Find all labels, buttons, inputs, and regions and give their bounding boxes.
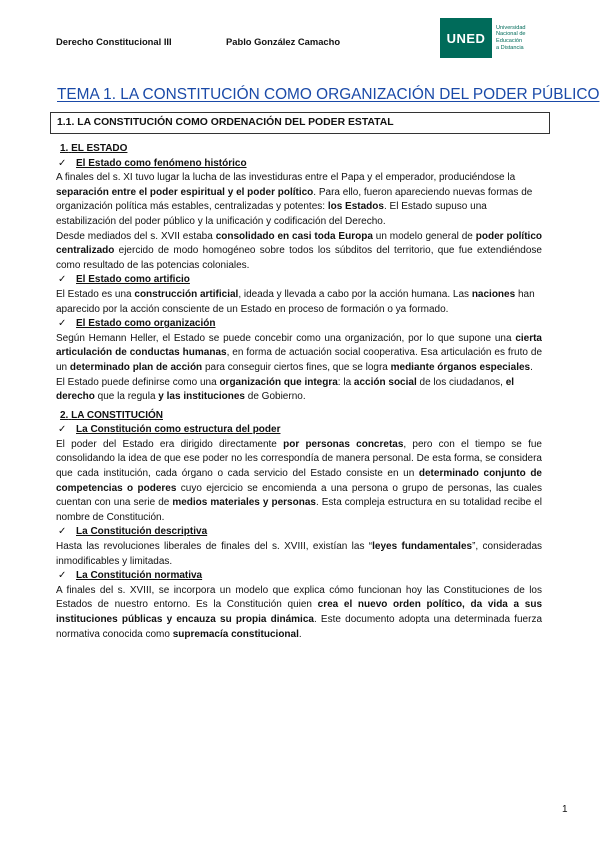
paragraph: El Estado es una construcción artificial, ideada y llevada a cabo por la acción humana. Las naciones han aparecido por la acción consciente de un Estado en proceso de formación o ya formado. [56, 288, 535, 315]
heading-text: EL ESTADO [71, 143, 128, 154]
subheading-text: El Estado como artificio [76, 274, 190, 286]
heading-la-constitucion [60, 409, 542, 424]
subheading-fenomeno-historico [58, 157, 542, 172]
logo-line: Educación [496, 38, 523, 44]
logo-mark: UNED [440, 18, 492, 58]
heading-text: LA CONSTITUCIÓN [71, 409, 163, 421]
checkmark-icon: ✓ [58, 274, 67, 286]
paragraph: El poder del Estado era dirigido directamente por personas concretas, pero con el tiempo se fue consolidando la idea de que ese poder no les correspondía de manera personal. De esta forma, se considera que cada institución, cada órgano o cada servicio del Estado consiste en un determinado conjunto de competencias o poderes cuyo ejercicio se encomienda a una persona o grupo de personas, las cuales cuentan con una serie de medios materiales y personas. Esta compleja estructura en su totalidad recibe el nombre de Constitución. [56, 438, 543, 523]
subheading-estructura-poder [58, 423, 542, 438]
logo-line: a Distancia [496, 44, 524, 51]
checkmark-icon: ✓ [58, 570, 67, 582]
page-number: 1 [562, 804, 568, 815]
page-header [56, 36, 341, 47]
subheading-text: La Constitución descriptiva [76, 526, 208, 538]
subheading-text: La Constitución como estructura del poder [76, 424, 281, 436]
checkmark-icon: ✓ [58, 424, 67, 436]
paragraph: Desde mediados del s. XVII estaba consolidado en casi toda Europa un modelo general de poder político centralizado ejercido de modo homogéneo sobre todos los súbditos del territorio, que fue extendiéndose como resultado de las potencias coloniales. [56, 230, 542, 271]
subheading-descriptiva [58, 525, 542, 540]
document-body [56, 142, 542, 642]
logo-line: Universidad [496, 24, 526, 31]
author-name: Pablo González Camacho [226, 36, 341, 47]
section-heading-box: 1.1. LA CONSTITUCIÓN COMO ORDENACIÓN DEL PODER ESTATAL [50, 112, 550, 134]
subheading-text: El Estado como organización [76, 318, 216, 330]
page-title: TEMA 1. LA CONSTITUCIÓN COMO ORGANIZACIÓN DEL PODER PÚBLICO [57, 86, 600, 103]
paragraph: A finales del s. XI tuvo lugar la lucha de las investiduras entre el Papa y el emperador, produciéndose la separación entre el poder espiritual y el poder político. Para ello, fueron apareciendo nuevas formas de organización política más estables, centralizadas y potentes: los Estados. El Estado supuso una estabilización del poder público y la unificación y codificación del Derecho. [56, 172, 533, 227]
uned-logo [440, 18, 526, 58]
subheading-artificio [58, 273, 542, 288]
subheading-organizacion [58, 317, 542, 332]
paragraph: A finales del s. XVIII, se incorpora un modelo que explica cómo funcionan hoy las Constituciones de los Estados de nuestro entorno. Es la Constitución quien crea el nuevo orden político, da vida a sus instituciones públicas y encauza su propia dinámica. Este documento adopta una determinada fuerza normativa conocida como supremacía constitucional. [56, 584, 543, 640]
checkmark-icon: ✓ [58, 318, 67, 330]
logo-text [496, 25, 526, 51]
heading-el-estado [60, 142, 542, 157]
checkmark-icon: ✓ [58, 157, 67, 169]
checkmark-icon: ✓ [58, 526, 67, 538]
heading-number: 1. [60, 143, 69, 154]
subheading-text: El Estado como fenómeno histórico [76, 157, 247, 169]
paragraph: Según Hemann Heller, el Estado se puede concebir como una organización, por lo que supone una cierta articulación de conductas humanas, en forma de actuación social cooperativa. Esa articulación es fruto de un determinado plan de acción para conseguir ciertos fines, que se logra mediante órganos especiales. [56, 332, 542, 373]
subheading-normativa [58, 569, 542, 584]
course-name: Derecho Constitucional III [56, 36, 172, 47]
paragraph: Hasta las revoluciones liberales de finales del s. XVIII, existían las “leyes fundamentales”, consideradas inmodificables y limitadas. [56, 541, 543, 567]
logo-line: Nacional de [496, 31, 526, 38]
heading-number: 2. [60, 409, 69, 421]
paragraph: El Estado puede definirse como una organización que integra: la acción social de los ciudadanos, el derecho que la regula y las instituciones de Gobierno. [56, 376, 515, 403]
subheading-text: La Constitución normativa [76, 570, 203, 582]
